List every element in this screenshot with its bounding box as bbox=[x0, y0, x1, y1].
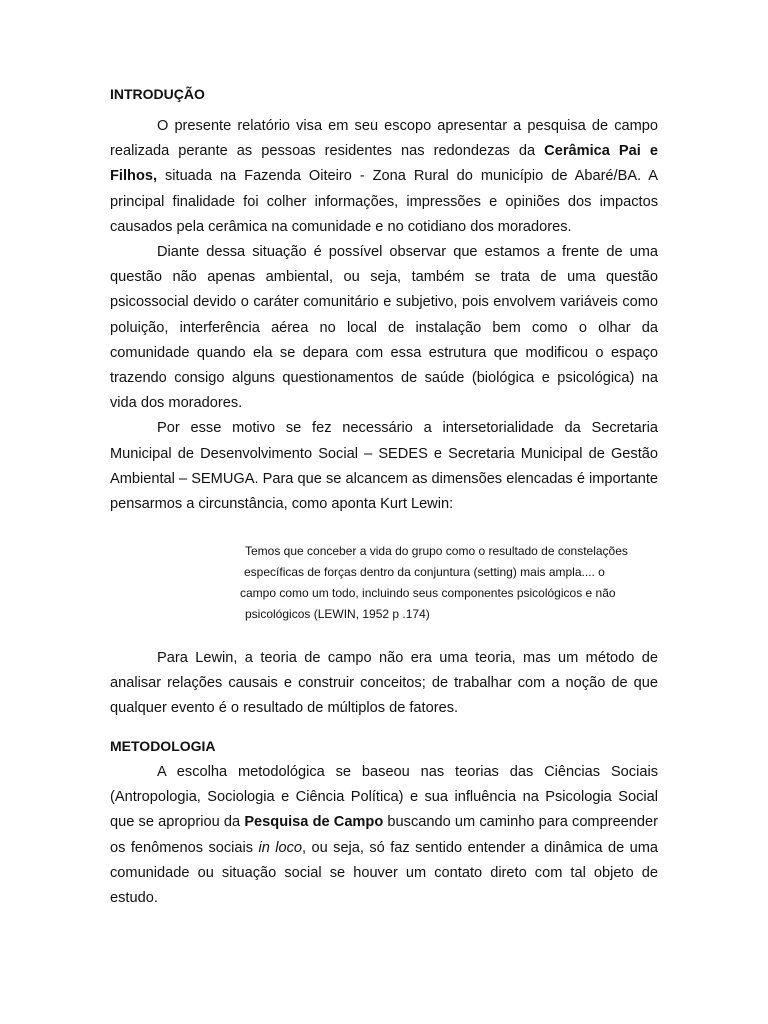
paragraph-intro-1-bold: Cerâmica Pai e Filhos, bbox=[110, 143, 658, 185]
quote-line-3: campo como um todo, incluindo seus componentes psicológicos e não bbox=[240, 586, 616, 600]
paragraph-intro-1-text-a: O presente relatório visa em seu escopo apresentar a pesquisa de campo realizada perante as pessoas residentes nas redondezas da bbox=[110, 118, 658, 160]
introducao-conclusion bbox=[110, 646, 658, 722]
paragraph-intro-2: Diante dessa situação é possível observar que estamos a frente de uma questão não apenas ambiental, ou seja, também se trata de uma questão psicossocial devido o caráter comunitário e subjetivo, pois envolvem variáveis como poluição, interferência aérea no local de instalação bem como o olhar da comunidade quando ela se depara com essa estrutura que modificou o espaço trazendo consigo alguns questionamentos de saúde (biológica e psicológica) na vida dos moradores. bbox=[110, 244, 658, 412]
paragraph-method-1-italic: in loco bbox=[258, 839, 303, 856]
paragraph-method-1 bbox=[110, 760, 658, 911]
metodologia-body bbox=[110, 760, 658, 911]
paragraph-method-1-text-c: buscando um caminho para compreender os fenômenos sociais bbox=[110, 814, 659, 856]
paragraph-intro-3: Por esse motivo se fez necessário a intersetorialidade da Secretaria Municipal de Desenvolvimento Social – SEDES e Secretaria Municipal de Gestão Ambiental – SEMUGA. Para que se alcancem as dimensões elencadas é importante pensarmos a circunstância, como aponta Kurt Lewin: bbox=[110, 420, 658, 513]
paragraph-method-1-bold: Pesquisa de Campo bbox=[244, 814, 384, 831]
introducao-body bbox=[110, 114, 658, 517]
paragraph-intro-4: Para Lewin, a teoria de campo não era uma teoria, mas um método de analisar relações causais e construir conceitos; de trabalhar com a noção de que qualquer evento é o resultado de múltiplos de fatores. bbox=[110, 650, 658, 717]
section-heading-introducao: INTRODUÇÃO bbox=[110, 86, 205, 102]
quote-line-4: psicológicos (LEWIN, 1952 p .174) bbox=[245, 607, 430, 621]
paragraph-method-1-text-a: A escolha metodológica se baseou nas teorias das Ciências Sociais (Antropologia, Sociologia e Ciência Política) e sua influência na Psicologia Social que se apropriou da bbox=[110, 764, 658, 831]
quote-line-2: específicas de forças dentro da conjuntura (setting) mais ampla.... o bbox=[244, 565, 605, 579]
paragraph-intro-1-text-c: situada na Fazenda Oiteiro - Zona Rural do município de Abaré/BA. A principal finalidade foi colher informações, impressões e opiniões dos impactos causados pela cerâmica na comunidade e no cotidiano dos moradores. bbox=[110, 168, 658, 235]
quote-line-1: Temos que conceber a vida do grupo como o resultado de constelações bbox=[245, 544, 628, 558]
block-quotation bbox=[240, 541, 660, 625]
paragraph-intro-1 bbox=[110, 114, 658, 240]
paragraph-method-1-text-e: , ou seja, só faz sentido entender a dinâmica de uma comunidade ou situação social se houver um contato direto com tal objeto de estudo. bbox=[110, 839, 658, 907]
section-heading-metodologia: METODOLOGIA bbox=[110, 738, 216, 754]
